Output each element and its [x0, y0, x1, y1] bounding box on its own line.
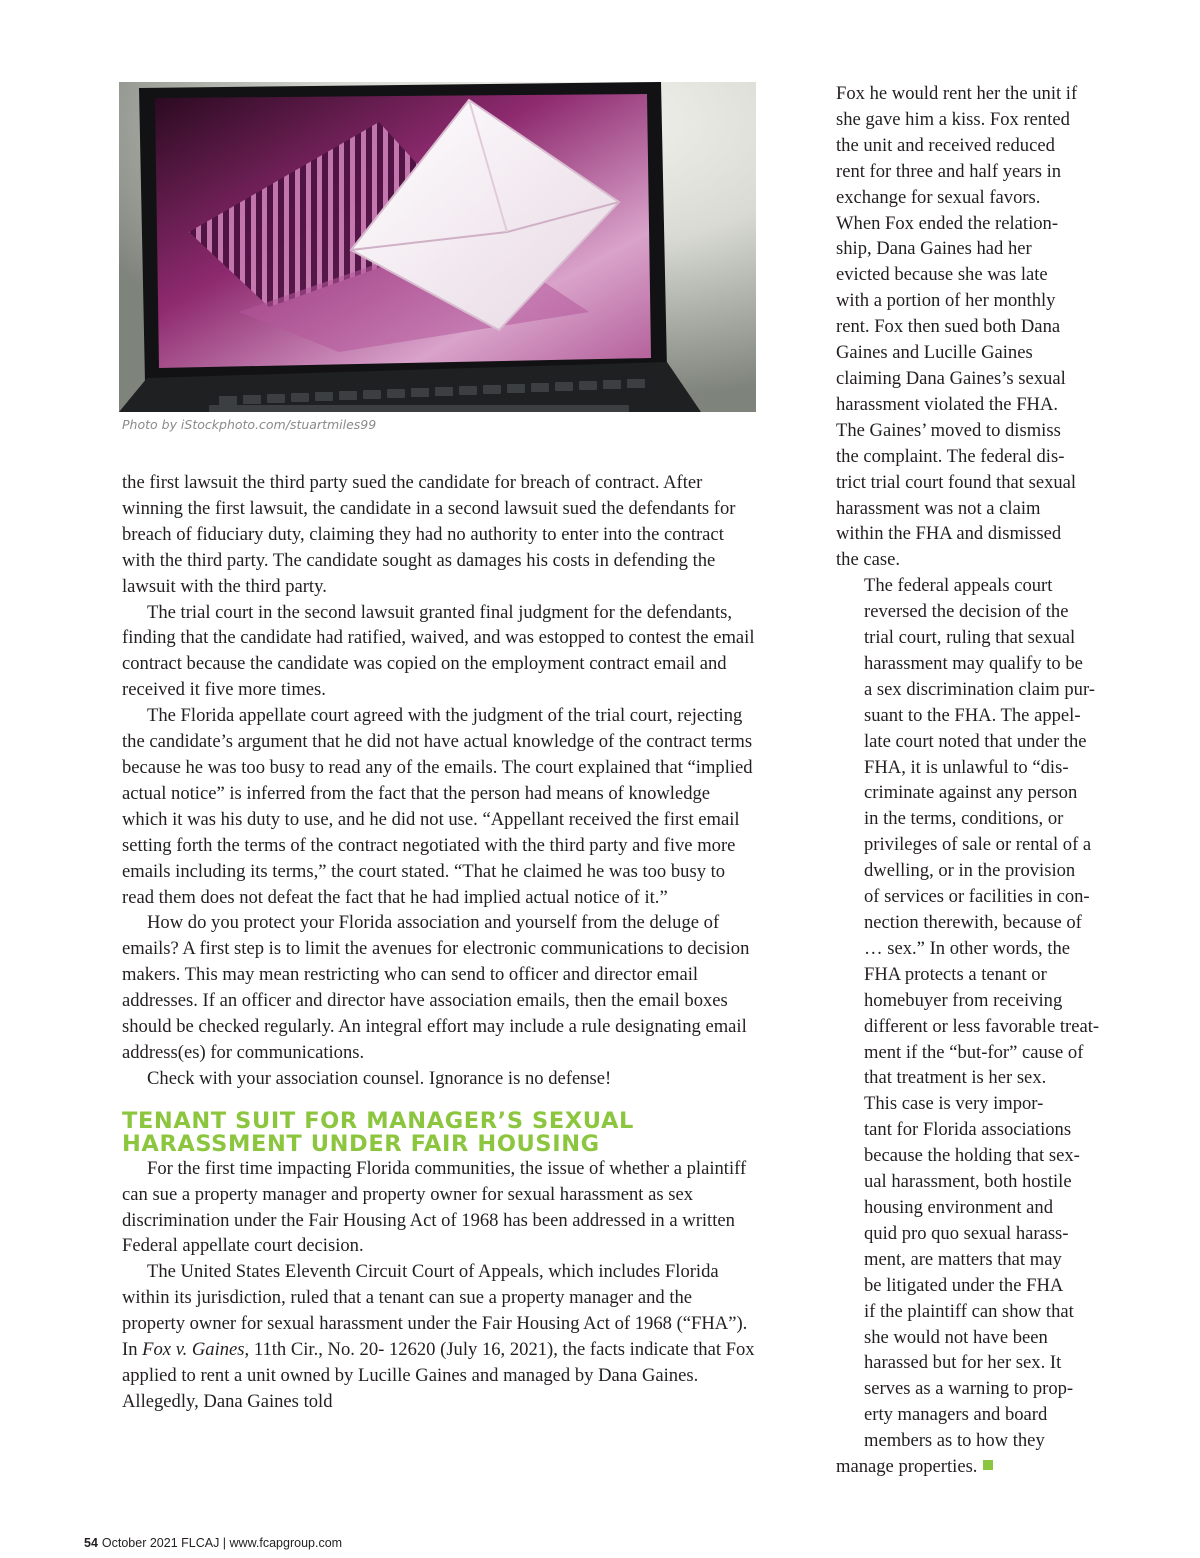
- text-line: rent. Fox then sued both Dana: [836, 316, 1061, 338]
- text-line: criminate against any person: [864, 782, 1078, 804]
- section-heading: [122, 1107, 758, 1157]
- text-line: FHA, it is unlawful to “dis-: [864, 756, 1069, 778]
- text-line: ment if the “but-for” cause of: [864, 1041, 1084, 1063]
- text-line: claiming Dana Gaines’s sexual: [836, 367, 1066, 389]
- text-line: tant for Florida associations: [864, 1119, 1072, 1141]
- text-line: the case.: [836, 549, 901, 571]
- text-line: a sex discrimination claim pur-: [864, 678, 1095, 700]
- text-line: different or less favorable treat-: [864, 1015, 1100, 1037]
- text-line: the complaint. The federal dis-: [836, 445, 1065, 467]
- text-line: harassment may qualify to be: [864, 652, 1083, 674]
- text-line: ual harassment, both hostile: [864, 1171, 1072, 1193]
- text-line: ment, are matters that may: [864, 1248, 1062, 1270]
- end-of-article-marker: [983, 1460, 993, 1470]
- text-line: quid pro quo sexual harass-: [864, 1222, 1069, 1244]
- body-paragraph: Check with your association counsel. Ignorance is no defense!: [147, 1067, 612, 1089]
- text-line: evicted because she was late: [836, 264, 1048, 286]
- text-line: she would not have been: [864, 1326, 1048, 1348]
- text-line: trict trial court found that sexual: [836, 471, 1077, 493]
- text-line: harassment violated the FHA.: [836, 393, 1059, 415]
- text-line: with a portion of her monthly: [836, 290, 1056, 312]
- text-line: members as to how they: [864, 1430, 1045, 1452]
- text-line: homebuyer from receiving: [864, 989, 1063, 1011]
- body-paragraph: [836, 573, 1118, 1091]
- text-line: trial court, ruling that sexual: [864, 627, 1076, 649]
- section-heading-line: TENANT SUIT FOR MANAGER’S SEXUAL: [122, 1107, 634, 1134]
- left-column: [122, 470, 758, 1415]
- text-line: erty managers and board: [864, 1404, 1048, 1426]
- text-line: the unit and received reduced: [836, 134, 1055, 156]
- text-line: When Fox ended the relation-: [836, 212, 1059, 234]
- text-line: privileges of sale or rental of a: [864, 834, 1092, 856]
- body-paragraph: the first lawsuit the third party sued the candidate for breach of contract. After winning the first lawsuit, the candidate in a second lawsuit sued the defendants for breach of fiduciary duty, claiming they had no authority to enter into the contract with the third party. The candidate sought as damages his costs in defending the lawsuit with the third party.: [122, 472, 736, 597]
- footer-publication-info: October 2021 FLCAJ | www.fcapgroup.com: [101, 1536, 343, 1550]
- paragraph-text: The United States Eleventh Circuit Court of Appeals, which includes Florida within its jurisdiction, ruled that a tenant can sue a property manager and the property owner for sexual harassment under the Fair Housing Act of 1968 (“FHA”). In: [122, 1261, 748, 1361]
- case-name: Fox v. Gaines: [142, 1339, 245, 1361]
- text-line: Gaines and Lucille Gaines: [836, 342, 1033, 364]
- text-line: harassment was not a claim: [836, 497, 1041, 519]
- photo-credit-caption: Photo by iStockphoto.com/stuartmiles99: [122, 417, 377, 432]
- body-paragraph: [122, 1259, 758, 1414]
- text-line: rent for three and half years in: [836, 160, 1062, 182]
- text-line: dwelling, or in the provision: [864, 860, 1076, 882]
- article-photo: [119, 82, 756, 412]
- paragraph-text: , 11th Cir., No. 20- 12620 (July 16, 2021), the facts indicate that Fox applied to rent a unit owned by Lucille Gaines and managed by Dana Gaines. Allegedly, Dana Gaines told: [122, 1339, 755, 1412]
- text-line: if the plaintiff can show that: [864, 1300, 1074, 1322]
- text-line: reversed the decision of the: [864, 601, 1069, 623]
- text-line: in the terms, conditions, or: [864, 808, 1064, 830]
- text-line: late court noted that under the: [864, 730, 1087, 752]
- text-line: nection therewith, because of: [864, 912, 1082, 933]
- text-line: suant to the FHA. The appel-: [864, 704, 1081, 726]
- body-paragraph: [836, 81, 1118, 573]
- text-line: The federal appeals court: [864, 575, 1053, 597]
- body-paragraph: The Florida appellate court agreed with the judgment of the trial court, rejecting the candidate’s argument that he did not have actual knowledge of the contract terms because he was too busy to read any of the emails. The court explained that “implied actual notice” is inferred from the fact that the person had means of knowledge which it was his duty to use, and he did not use. “Appellant received the first email setting forth the terms of the contract negotiated with the third party and five more emails including its terms,” the court stated. “That he claimed he was too busy to read them does not defeat the fact that he had implied actual notice of it.”: [122, 705, 753, 908]
- text-line: she gave him a kiss. Fox rented: [836, 108, 1070, 130]
- text-line: of services or facilities in con-: [864, 886, 1090, 908]
- text-line: because the holding that sex-: [864, 1145, 1080, 1167]
- text-line: be litigated under the FHA: [864, 1274, 1064, 1296]
- text-line: within the FHA and dismissed: [836, 523, 1062, 545]
- text-line: manage properties.: [836, 1456, 978, 1478]
- text-line: that treatment is her sex.: [864, 1067, 1047, 1089]
- text-line: FHA protects a tenant or: [864, 963, 1047, 985]
- text-line: Fox he would rent her the unit if: [836, 83, 1078, 104]
- page-number: 54: [84, 1536, 98, 1550]
- text-line: This case is very impor-: [864, 1093, 1044, 1115]
- text-line: harassed but for her sex. It: [864, 1352, 1062, 1374]
- body-paragraph: For the first time impacting Florida communities, the issue of whether a plaintiff can sue a property manager and property owner for sexual harassment as sex discrimination under the Fair Housing Act of 1968 has been addressed in a written Federal appellate court decision.: [122, 1157, 747, 1257]
- body-paragraph: How do you protect your Florida association and yourself from the deluge of emails? A first step is to limit the avenues for electronic communications to decision makers. This may mean restricting who can send to officer and director email addresses. If an officer and director have association emails, then the email boxes should be checked regularly. An integral effort may include a rule designating email address(es) for communications.: [122, 912, 750, 1063]
- text-line: exchange for sexual favors.: [836, 186, 1041, 208]
- text-line: The Gaines’ moved to dismiss: [836, 419, 1061, 441]
- laptop-envelope-illustration: [119, 82, 756, 412]
- section-heading-line: HARASSMENT UNDER FAIR HOUSING: [122, 1130, 600, 1157]
- page-footer: [84, 1536, 342, 1550]
- body-paragraph: [836, 1091, 1118, 1480]
- text-line: ship, Dana Gaines had her: [836, 238, 1032, 260]
- body-paragraph: The trial court in the second lawsuit granted final judgment for the defendants, finding that the candidate had ratified, waived, and was estopped to contest the email contract because the candidate was copied on the employment contract email and received it five more times.: [122, 601, 755, 701]
- text-line: serves as a warning to prop-: [864, 1378, 1074, 1400]
- text-line: … sex.” In other words, the: [864, 937, 1071, 959]
- right-column: [836, 81, 1118, 1480]
- text-line: housing environment and: [864, 1196, 1054, 1218]
